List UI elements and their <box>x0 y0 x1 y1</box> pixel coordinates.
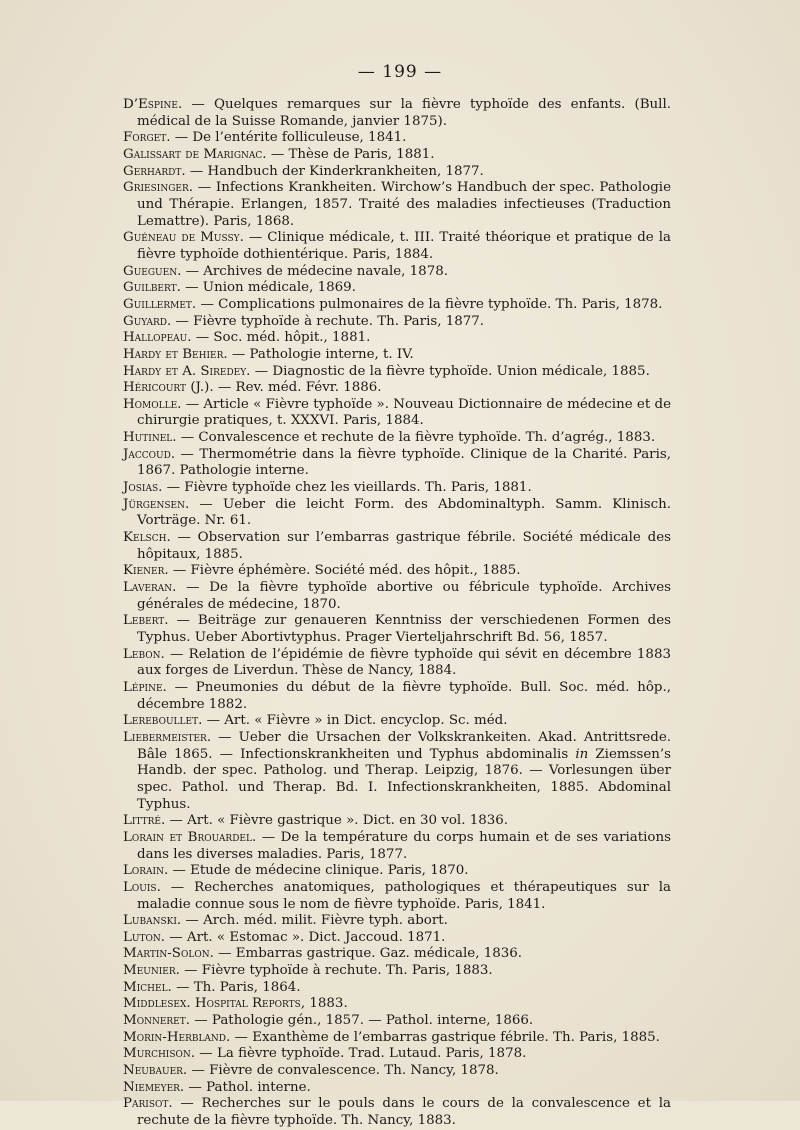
bibliography-entry <box>123 713 671 730</box>
entry-author: Jaccoud. <box>123 446 176 462</box>
entry-text: — Fièvre typhoïde à rechute. Th. Paris, 1877. <box>171 313 485 329</box>
bibliography-entry <box>123 963 671 980</box>
bibliography-entry <box>123 164 671 181</box>
entry-author: Lubanski. <box>123 913 182 929</box>
bibliography-entry <box>123 397 671 430</box>
entry-text-continued: Ziemssen’s Handb. der spec. Patholog. und Therap. Leipzig, 1876. — Vorlesungen über spec. Pathol. und Therap. Bd. I. Infectionskrankheiten, 1885. Abdominal Typhus. <box>137 746 671 812</box>
entry-author: Kiener. <box>123 563 169 579</box>
entry-author: Laveran. <box>123 580 177 596</box>
entry-author: Gerhardt. <box>123 163 186 179</box>
entry-author: Guéneau de Mussy. <box>123 230 244 246</box>
bibliography-entry <box>123 1080 671 1097</box>
bibliography-entry <box>123 563 671 580</box>
entry-author: Parisot. <box>123 1096 173 1112</box>
entry-text: — Pathol. interne. <box>184 1079 311 1095</box>
bibliography-entry <box>123 613 671 646</box>
entry-text: — Infections Krankheiten. Wirchow’s Handbuch der spec. Pathologie und Thérapie. Erlangen, 1857. Traité des maladies infectieuses (Traduction Lemattre). Paris, 1868. <box>137 180 671 229</box>
bibliography-entry <box>123 980 671 997</box>
bibliography-entry <box>123 297 671 314</box>
entry-author: Jürgensen. <box>123 496 190 512</box>
entry-author: Lereboullet. <box>123 713 203 729</box>
entry-text: — Thermométrie dans la fièvre typhoïde. Clinique de la Charité. Paris, 1867. Pathologie interne. <box>137 446 671 479</box>
bibliography-entry <box>123 147 671 164</box>
entry-author: Lépine. <box>123 679 167 695</box>
entry-text: — Quelques remarques sur la fièvre typhoïde des enfants. (Bull. médical de la Suisse Romande, janvier 1875). <box>137 97 671 129</box>
bibliography-entry <box>123 430 671 447</box>
bibliography-entry <box>123 447 671 480</box>
entry-author: Liebermeister. <box>123 729 212 745</box>
entry-text: — Embarras gastrique. Gaz. médicale, 1836. <box>213 946 523 962</box>
bibliography-entry <box>123 530 671 563</box>
entry-author: Lebon. <box>123 646 165 662</box>
entry-text: — Art. « Fièvre gastrique ». Dict. en 30 vol. 1836. <box>165 813 509 829</box>
entry-author: Guilbert. <box>123 280 181 296</box>
entry-author: Forget. <box>123 130 171 146</box>
entry-author: Guyard. <box>123 313 172 329</box>
entry-author: Littré. <box>123 813 166 829</box>
bibliography-entry <box>123 480 671 497</box>
entry-author: Neubauer. <box>123 1063 188 1079</box>
entry-author: Meunier. <box>123 963 180 979</box>
entry-author: Niemeyer. <box>123 1079 185 1095</box>
bibliography-entry <box>123 230 671 263</box>
entry-author: Galissart de Marignac. <box>123 146 267 162</box>
entry-author: Middlesex. Hospital Reports, <box>123 996 306 1012</box>
entry-author: Hallopeau. <box>123 330 192 346</box>
entry-text: — Pneumonies du début de la fièvre typhoïde. Bull. Soc. méd. hôp., décembre 1882. <box>137 679 671 712</box>
bibliography-entry <box>123 1063 671 1080</box>
entry-text: — Article « Fièvre typhoïde ». Nouveau Dictionnaire de médecine et de chirurgie pratiques, t. XXXVI. Paris, 1884. <box>137 396 671 429</box>
entry-author: Josias. <box>123 480 163 496</box>
bibliography-entry <box>123 347 671 364</box>
bibliography-entry <box>123 314 671 331</box>
entry-text: — Archives de médecine navale, 1878. <box>181 263 448 279</box>
entry-text: — Fièvre typhoïde chez les vieillards. Th. Paris, 1881. <box>162 480 532 496</box>
entry-text: 1883. <box>305 996 348 1012</box>
entry-text: — La fièvre typhoïde. Trad. Lutaud. Paris, 1878. <box>195 1046 527 1062</box>
entry-author: Murchison. <box>123 1046 196 1062</box>
bibliography-entry <box>123 180 671 230</box>
bibliography-entry <box>123 730 671 813</box>
bibliography-entry <box>123 946 671 963</box>
entry-text: — Th. Paris, 1864. <box>171 979 301 995</box>
entry-text: — Beiträge zur genaueren Kenntniss der verschiedenen Formen des Typhus. Ueber Abortivtyphus. Prager Vierteljahrschrift Bd. 56, 1857. <box>137 613 671 645</box>
bibliography-entry <box>123 497 671 530</box>
entry-author: Griesinger. <box>123 180 193 196</box>
entry-author: Homolle. <box>123 396 182 412</box>
bibliography-list <box>123 97 671 1130</box>
entry-author: Martin-Solon. <box>123 946 214 962</box>
entry-author: D’Espine. <box>123 97 183 112</box>
entry-text: — Pathologie interne, t. IV. <box>227 346 414 362</box>
bibliography-entry <box>123 913 671 930</box>
entry-text: — Union médicale, 1869. <box>180 280 356 296</box>
entry-text: — Thèse de Paris, 1881. <box>266 146 435 162</box>
entry-text: — Exanthème de l’embarras gastrique fébrile. Th. Paris, 1885. <box>230 1029 660 1045</box>
entry-text: — Soc. méd. hôpit., 1881. <box>191 330 371 346</box>
entry-author: Guillermet. <box>123 296 197 312</box>
entry-text: — Ueber die leicht Form. des Abdominaltyph. Samm. Klinisch. Vorträge. Nr. 61. <box>137 496 671 529</box>
entry-text: — Fièvre éphémère. Société méd. des hôpit., 1885. <box>168 563 521 579</box>
bibliography-entry <box>123 996 671 1013</box>
entry-author: Luton. <box>123 929 165 945</box>
bibliography-entry <box>123 97 671 130</box>
entry-text: — Fièvre de convalescence. Th. Nancy, 1878. <box>187 1063 499 1079</box>
entry-text: — Arch. méd. milit. Fièvre typh. abort. <box>181 913 448 929</box>
bibliography-entry <box>123 863 671 880</box>
bibliography-entry <box>123 930 671 947</box>
entry-author: Lebert. <box>123 613 169 629</box>
entry-author: Lorain et Brouardel. <box>123 829 257 845</box>
entry-author: Héricourt <box>123 380 187 396</box>
entry-text: — De l’entérite folliculeuse, 1841. <box>170 130 407 146</box>
bibliography-entry <box>123 330 671 347</box>
entry-text: — Convalescence et rechute de la fièvre typhoïde. Th. d’agrég., 1883. <box>176 430 656 446</box>
entry-text: — Clinique médicale, t. III. Traité théorique et pratique de la fièvre typhoïde dothientérique. Paris, 1884. <box>137 230 671 262</box>
entry-text: — Etude de médecine clinique. Paris, 1870. <box>168 863 469 879</box>
bibliography-entry <box>123 830 671 863</box>
entry-author: Gueguen. <box>123 263 182 279</box>
bibliography-entry <box>123 264 671 281</box>
entry-author: Hardy et A. Siredey. <box>123 363 251 379</box>
entry-text: — Diagnostic de la fièvre typhoïde. Union médicale, 1885. <box>250 363 650 379</box>
bibliography-entry <box>123 680 671 713</box>
bibliography-entry <box>123 880 671 913</box>
entry-text: — Ueber die Ursachen der Volkskrankeiten. Akad. Antrittsrede. Bâle 1865. — Infectionskrankheiten und Typhus abdominalis <box>137 729 671 762</box>
bibliography-entry <box>123 1096 671 1129</box>
entry-author: Lorain. <box>123 863 169 879</box>
bibliography-entry <box>123 1030 671 1047</box>
entry-text: — Handbuch der Kinderkrankheiten, 1877. <box>185 163 484 179</box>
entry-text: — Art. « Estomac ». Dict. Jaccoud. 1871. <box>165 929 446 945</box>
entry-author: Louis. <box>123 879 161 895</box>
entry-text: — Complications pulmonaires de la fièvre typhoïde. Th. Paris, 1878. <box>196 296 663 312</box>
entry-author: Morin-Herbland. <box>123 1029 231 1045</box>
bibliography-entry <box>123 364 671 381</box>
entry-text: — Relation de l’épidémie de fièvre typhoïde qui sévit en décembre 1883 aux forges de Liverdun. Thèse de Nancy, 1884. <box>137 646 671 679</box>
entry-italic-word: in <box>575 746 589 762</box>
entry-text: — Recherches anatomiques, pathologiques et thérapeutiques sur la maladie connue sous le nom de fièvre typhoïde. Paris, 1841. <box>137 879 671 912</box>
entry-text: — De la fièvre typhoïde abortive ou fébricule typhoïde. Archives générales de médecine, 1870. <box>137 580 671 612</box>
entry-author: Hardy et Behier. <box>123 346 228 362</box>
bibliography-entry <box>123 813 671 830</box>
bibliography-entry <box>123 647 671 680</box>
bibliography-entry <box>123 1013 671 1030</box>
entry-text: — De la température du corps humain et de ses variations dans les diverses maladies. Paris, 1877. <box>137 829 671 862</box>
bibliography-entry <box>123 130 671 147</box>
entry-text: (J.). — Rev. méd. Févr. 1886. <box>186 380 382 396</box>
bibliography-entry <box>123 380 671 397</box>
entry-text: — Pathologie gén., 1857. — Pathol. interne, 1866. <box>190 1013 534 1029</box>
entry-text: — Recherches sur le pouls dans le cours de la convalescence et la rechute de la fièvre typhoïde. Th. Nancy, 1883. <box>137 1096 671 1129</box>
entry-author: Hutinel. <box>123 430 177 446</box>
entry-author: Monneret. <box>123 1013 191 1029</box>
bibliography-entry <box>123 280 671 297</box>
entry-author: Kelsch. <box>123 530 171 546</box>
entry-text: — Fièvre typhoïde à rechute. Th. Paris, 1883. <box>179 963 493 979</box>
bibliography-entry <box>123 1046 671 1063</box>
bibliography-entry <box>123 580 671 613</box>
entry-author: Michel. <box>123 979 172 995</box>
entry-text: — Art. « Fièvre » in Dict. encyclop. Sc. méd. <box>202 713 508 729</box>
entry-text: — Observation sur l’embarras gastrique fébrile. Société médicale des hôpitaux, 1885. <box>137 530 671 562</box>
page-number: — 199 — <box>357 62 443 82</box>
